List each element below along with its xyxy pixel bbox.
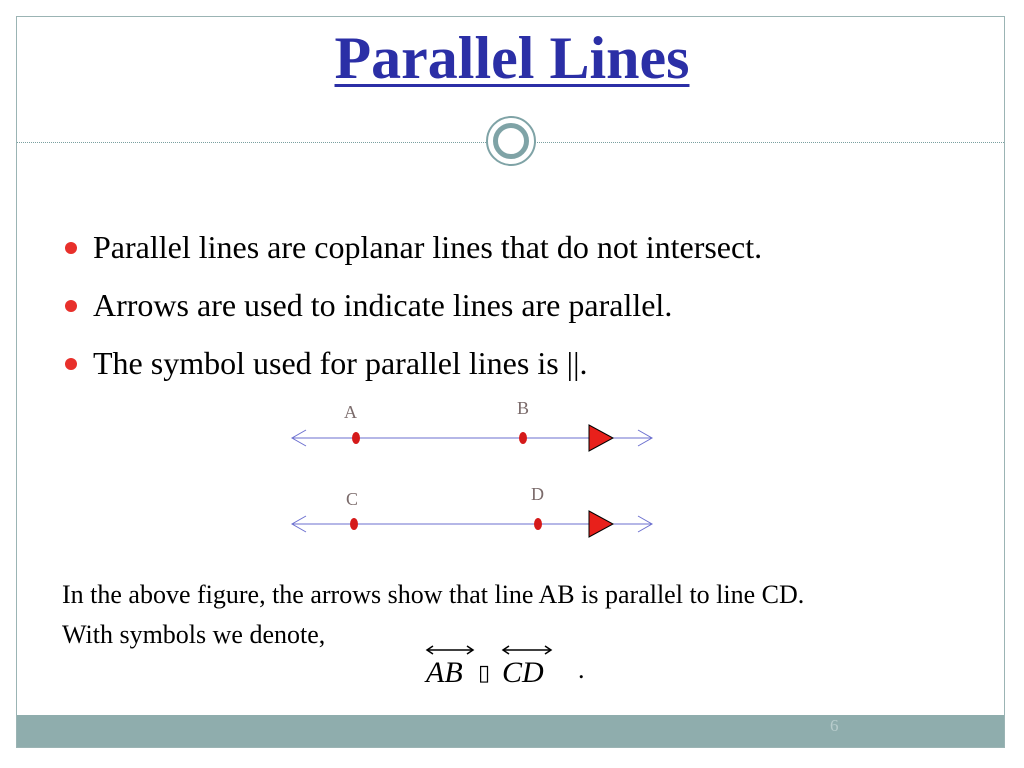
slide-title: Parallel Lines [334,25,690,91]
bullet-item [62,334,962,392]
point-a [352,432,360,444]
parallel-notation [420,640,570,690]
parallel-lines-figure [280,392,670,542]
notation-line-cd: CD [502,656,544,689]
point-b [519,432,527,444]
bullet-dot-icon [65,242,77,254]
footer-bar [17,715,1004,747]
bullet-item [62,276,962,334]
overline-arrow-cd-icon [503,646,551,654]
bullet-dot-icon [65,358,77,370]
point-c [350,518,358,530]
point-label-c: C [346,489,359,509]
notation-intro: With symbols we denote, [62,620,326,649]
notation-line-ab: AB [426,656,463,689]
circle-ornament-inner [493,123,529,159]
point-d [534,518,542,530]
parallel-symbol-glyph: ▯ [478,661,491,686]
line-ab [292,398,652,451]
bullet-item [62,218,962,276]
bullet-text: Arrows are used to indicate lines are parallel. [93,287,673,323]
point-label-d: D [531,484,544,504]
page-number: 6 [830,716,839,735]
circle-ornament-icon [486,116,536,166]
line-cd [292,484,652,537]
explanation-line: In the above figure, the arrows show that line AB is parallel to line CD. [62,580,805,609]
bullet-text: Parallel lines are coplanar lines that do not intersect. [93,229,763,265]
trailing-period: . [578,655,585,684]
parallel-marker-arrow-icon [589,425,613,451]
point-label-a: A [344,402,357,422]
parallel-marker-arrow-icon [589,511,613,537]
point-label-b: B [517,398,530,418]
bullet-text: The symbol used for parallel lines is ||. [93,345,588,381]
overline-arrow-ab-icon [427,646,473,654]
bullet-dot-icon [65,300,77,312]
bullet-list [62,218,962,392]
